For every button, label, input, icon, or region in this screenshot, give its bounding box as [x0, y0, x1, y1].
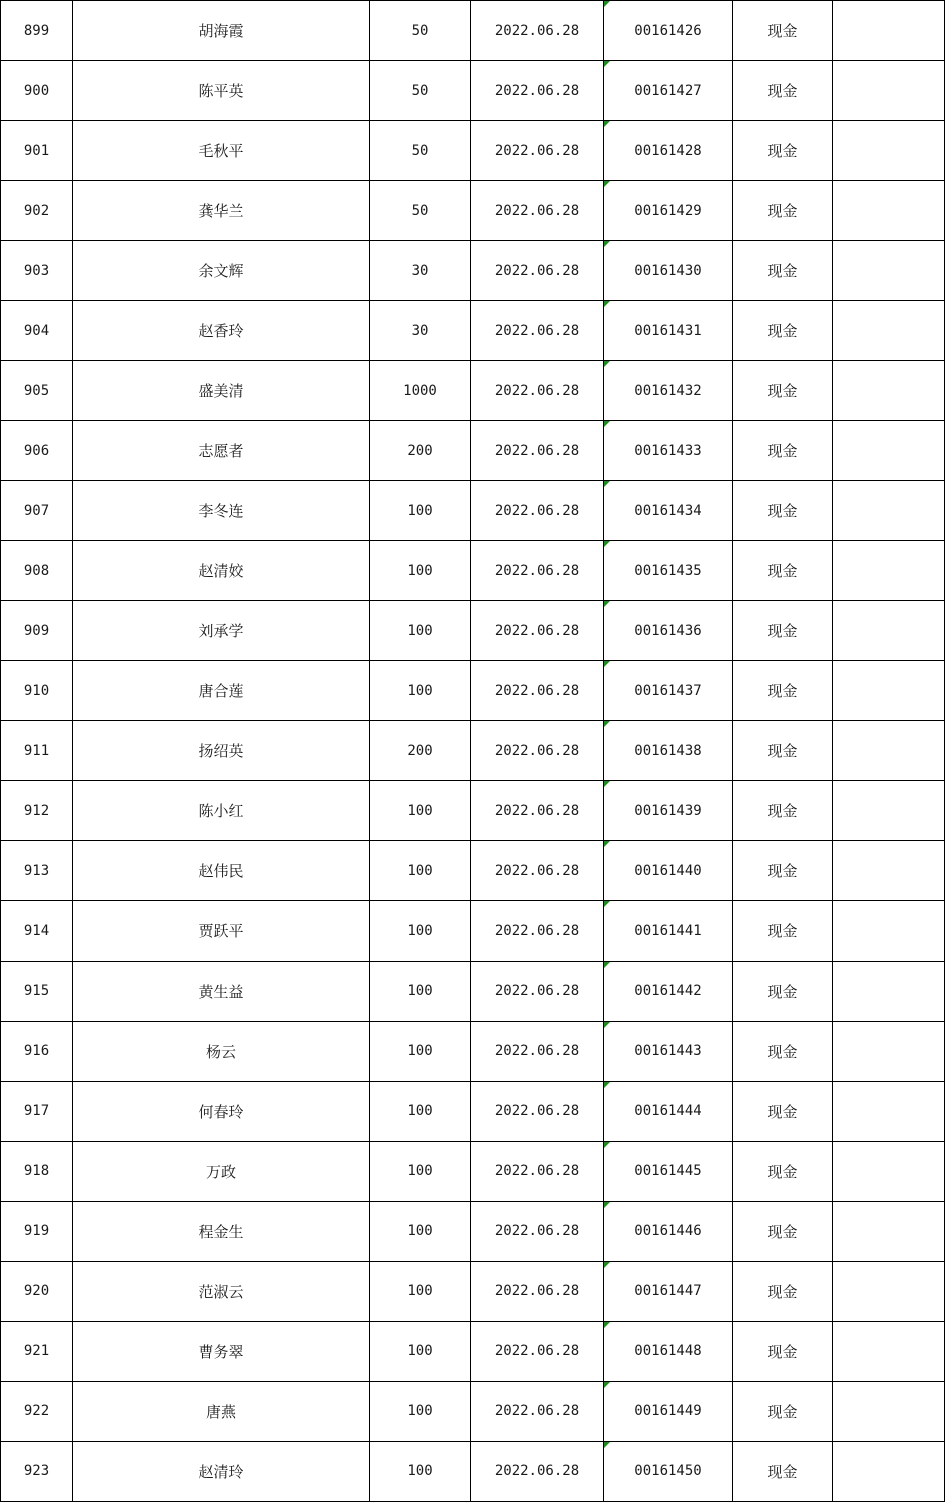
method-cell[interactable]: 现金: [733, 1441, 833, 1501]
receipt-cell[interactable]: 00161426: [604, 1, 733, 61]
note-cell[interactable]: [833, 1321, 945, 1381]
seq-cell[interactable]: 910: [1, 661, 73, 721]
amount-cell[interactable]: 50: [370, 1, 471, 61]
seq-cell[interactable]: 904: [1, 301, 73, 361]
date-cell[interactable]: 2022.06.28: [471, 1321, 604, 1381]
name-cell[interactable]: 刘承学: [73, 601, 370, 661]
table-row: [1, 601, 945, 661]
table-row: [1, 1, 945, 61]
receipt-cell[interactable]: 00161447: [604, 1261, 733, 1321]
receipt-cell[interactable]: 00161436: [604, 601, 733, 661]
table-row: [1, 241, 945, 301]
table-row: [1, 781, 945, 841]
receipt-cell[interactable]: 00161449: [604, 1381, 733, 1441]
table-row: [1, 1441, 945, 1501]
name-cell[interactable]: 程金生: [73, 1201, 370, 1261]
method-cell[interactable]: 现金: [733, 721, 833, 781]
receipt-cell[interactable]: 00161430: [604, 241, 733, 301]
amount-cell[interactable]: 50: [370, 181, 471, 241]
amount-cell[interactable]: 30: [370, 241, 471, 301]
seq-cell[interactable]: 899: [1, 1, 73, 61]
method-cell[interactable]: 现金: [733, 1021, 833, 1081]
name-cell[interactable]: 何春玲: [73, 1081, 370, 1141]
table-row: [1, 1381, 945, 1441]
date-cell[interactable]: 2022.06.28: [471, 841, 604, 901]
name-cell[interactable]: 唐合莲: [73, 661, 370, 721]
seq-cell[interactable]: 903: [1, 241, 73, 301]
name-cell[interactable]: 贾跃平: [73, 901, 370, 961]
receipt-cell[interactable]: 00161450: [604, 1441, 733, 1501]
name-cell[interactable]: 胡海霞: [73, 1, 370, 61]
note-cell[interactable]: [833, 601, 945, 661]
amount-cell[interactable]: 200: [370, 421, 471, 481]
amount-cell[interactable]: 100: [370, 961, 471, 1021]
seq-cell[interactable]: 913: [1, 841, 73, 901]
method-cell[interactable]: 现金: [733, 1261, 833, 1321]
receipt-cell[interactable]: 00161444: [604, 1081, 733, 1141]
method-cell[interactable]: 现金: [733, 541, 833, 601]
amount-cell[interactable]: 30: [370, 301, 471, 361]
note-cell[interactable]: [833, 1021, 945, 1081]
name-cell[interactable]: 杨云: [73, 1021, 370, 1081]
receipt-cell[interactable]: 00161440: [604, 841, 733, 901]
name-cell[interactable]: 余文辉: [73, 241, 370, 301]
date-cell[interactable]: 2022.06.28: [471, 1, 604, 61]
amount-cell[interactable]: 100: [370, 1321, 471, 1381]
seq-cell[interactable]: 914: [1, 901, 73, 961]
note-cell[interactable]: [833, 1141, 945, 1201]
name-cell[interactable]: 陈平英: [73, 61, 370, 121]
date-cell[interactable]: 2022.06.28: [471, 241, 604, 301]
name-cell[interactable]: 龚华兰: [73, 181, 370, 241]
amount-cell[interactable]: 100: [370, 601, 471, 661]
amount-cell[interactable]: 100: [370, 541, 471, 601]
seq-cell[interactable]: 905: [1, 361, 73, 421]
method-cell[interactable]: 现金: [733, 301, 833, 361]
name-cell[interactable]: 赵清姣: [73, 541, 370, 601]
note-cell[interactable]: [833, 421, 945, 481]
method-cell[interactable]: 现金: [733, 1321, 833, 1381]
amount-cell[interactable]: 1000: [370, 361, 471, 421]
method-cell[interactable]: 现金: [733, 1381, 833, 1441]
amount-cell[interactable]: 50: [370, 121, 471, 181]
method-cell[interactable]: 现金: [733, 361, 833, 421]
table-row: [1, 901, 945, 961]
amount-cell[interactable]: 100: [370, 1201, 471, 1261]
name-cell[interactable]: 赵清玲: [73, 1441, 370, 1501]
table-row: [1, 1141, 945, 1201]
table-row: [1, 421, 945, 481]
method-cell[interactable]: 现金: [733, 181, 833, 241]
date-cell[interactable]: 2022.06.28: [471, 481, 604, 541]
table-row: [1, 961, 945, 1021]
date-cell[interactable]: 2022.06.28: [471, 121, 604, 181]
note-cell[interactable]: [833, 481, 945, 541]
note-cell[interactable]: [833, 181, 945, 241]
amount-cell[interactable]: 100: [370, 661, 471, 721]
seq-cell[interactable]: 909: [1, 601, 73, 661]
name-cell[interactable]: 赵香玲: [73, 301, 370, 361]
amount-cell[interactable]: 100: [370, 781, 471, 841]
seq-cell[interactable]: 920: [1, 1261, 73, 1321]
seq-cell[interactable]: 918: [1, 1141, 73, 1201]
amount-cell[interactable]: 50: [370, 61, 471, 121]
note-cell[interactable]: [833, 541, 945, 601]
table-row: [1, 541, 945, 601]
method-cell[interactable]: 现金: [733, 241, 833, 301]
method-cell[interactable]: 现金: [733, 1, 833, 61]
note-cell[interactable]: [833, 361, 945, 421]
table-row: [1, 721, 945, 781]
method-cell[interactable]: 现金: [733, 661, 833, 721]
seq-cell[interactable]: 907: [1, 481, 73, 541]
note-cell[interactable]: [833, 961, 945, 1021]
amount-cell[interactable]: 100: [370, 1081, 471, 1141]
table-row: [1, 1081, 945, 1141]
seq-cell[interactable]: 923: [1, 1441, 73, 1501]
date-cell[interactable]: 2022.06.28: [471, 181, 604, 241]
table-row: [1, 301, 945, 361]
seq-cell[interactable]: 919: [1, 1201, 73, 1261]
table-row: [1, 481, 945, 541]
amount-cell[interactable]: 100: [370, 1441, 471, 1501]
receipt-cell[interactable]: 00161431: [604, 301, 733, 361]
seq-cell[interactable]: 921: [1, 1321, 73, 1381]
receipt-cell[interactable]: 00161429: [604, 181, 733, 241]
seq-cell[interactable]: 916: [1, 1021, 73, 1081]
amount-cell[interactable]: 100: [370, 901, 471, 961]
amount-cell[interactable]: 100: [370, 1141, 471, 1201]
method-cell[interactable]: 现金: [733, 61, 833, 121]
date-cell[interactable]: 2022.06.28: [471, 541, 604, 601]
seq-cell[interactable]: 901: [1, 121, 73, 181]
table-row: [1, 61, 945, 121]
date-cell[interactable]: 2022.06.28: [471, 1441, 604, 1501]
table-row: [1, 1321, 945, 1381]
amount-cell[interactable]: 200: [370, 721, 471, 781]
name-cell[interactable]: 黄生益: [73, 961, 370, 1021]
receipt-cell[interactable]: 00161443: [604, 1021, 733, 1081]
method-cell[interactable]: 现金: [733, 121, 833, 181]
name-cell[interactable]: 毛秋平: [73, 121, 370, 181]
receipt-cell[interactable]: 00161445: [604, 1141, 733, 1201]
note-cell[interactable]: [833, 121, 945, 181]
note-cell[interactable]: [833, 1381, 945, 1441]
date-cell[interactable]: 2022.06.28: [471, 1201, 604, 1261]
table-row: [1, 1201, 945, 1261]
date-cell[interactable]: 2022.06.28: [471, 1261, 604, 1321]
table-row: [1, 1021, 945, 1081]
seq-cell[interactable]: 922: [1, 1381, 73, 1441]
receipt-cell[interactable]: 00161432: [604, 361, 733, 421]
date-cell[interactable]: 2022.06.28: [471, 1381, 604, 1441]
table-row: [1, 181, 945, 241]
method-cell[interactable]: 现金: [733, 421, 833, 481]
method-cell[interactable]: 现金: [733, 601, 833, 661]
method-cell[interactable]: 现金: [733, 901, 833, 961]
method-cell[interactable]: 现金: [733, 481, 833, 541]
date-cell[interactable]: 2022.06.28: [471, 1081, 604, 1141]
table-row: [1, 361, 945, 421]
method-cell[interactable]: 现金: [733, 1201, 833, 1261]
receipt-cell[interactable]: 00161448: [604, 1321, 733, 1381]
receipt-cell[interactable]: 00161441: [604, 901, 733, 961]
amount-cell[interactable]: 100: [370, 1261, 471, 1321]
date-cell[interactable]: 2022.06.28: [471, 1021, 604, 1081]
note-cell[interactable]: [833, 301, 945, 361]
note-cell[interactable]: [833, 1261, 945, 1321]
note-cell[interactable]: [833, 901, 945, 961]
receipt-cell[interactable]: 00161437: [604, 661, 733, 721]
seq-cell[interactable]: 902: [1, 181, 73, 241]
receipt-cell[interactable]: 00161439: [604, 781, 733, 841]
date-cell[interactable]: 2022.06.28: [471, 661, 604, 721]
date-cell[interactable]: 2022.06.28: [471, 721, 604, 781]
table-row: [1, 1261, 945, 1321]
amount-cell[interactable]: 100: [370, 841, 471, 901]
amount-cell[interactable]: 100: [370, 1021, 471, 1081]
method-cell[interactable]: 现金: [733, 961, 833, 1021]
seq-cell[interactable]: 917: [1, 1081, 73, 1141]
method-cell[interactable]: 现金: [733, 1141, 833, 1201]
table-row: [1, 841, 945, 901]
name-cell[interactable]: 唐燕: [73, 1381, 370, 1441]
amount-cell[interactable]: 100: [370, 1381, 471, 1441]
receipt-cell[interactable]: 00161428: [604, 121, 733, 181]
note-cell[interactable]: [833, 781, 945, 841]
receipt-cell[interactable]: 00161433: [604, 421, 733, 481]
name-cell[interactable]: 万政: [73, 1141, 370, 1201]
note-cell[interactable]: [833, 61, 945, 121]
note-cell[interactable]: [833, 841, 945, 901]
method-cell[interactable]: 现金: [733, 781, 833, 841]
date-cell[interactable]: 2022.06.28: [471, 1141, 604, 1201]
date-cell[interactable]: 2022.06.28: [471, 901, 604, 961]
receipt-cell[interactable]: 00161427: [604, 61, 733, 121]
date-cell[interactable]: 2022.06.28: [471, 781, 604, 841]
note-cell[interactable]: [833, 1081, 945, 1141]
name-cell[interactable]: 陈小红: [73, 781, 370, 841]
name-cell[interactable]: 扬绍英: [73, 721, 370, 781]
table-row: [1, 661, 945, 721]
name-cell[interactable]: 盛美清: [73, 361, 370, 421]
name-cell[interactable]: 范淑云: [73, 1261, 370, 1321]
name-cell[interactable]: 李冬连: [73, 481, 370, 541]
note-cell[interactable]: [833, 241, 945, 301]
seq-cell[interactable]: 915: [1, 961, 73, 1021]
seq-cell[interactable]: 900: [1, 61, 73, 121]
seq-cell[interactable]: 912: [1, 781, 73, 841]
date-cell[interactable]: 2022.06.28: [471, 361, 604, 421]
receipt-cell[interactable]: 00161438: [604, 721, 733, 781]
seq-cell[interactable]: 906: [1, 421, 73, 481]
receipt-cell[interactable]: 00161434: [604, 481, 733, 541]
receipt-cell[interactable]: 00161446: [604, 1201, 733, 1261]
seq-cell[interactable]: 908: [1, 541, 73, 601]
method-cell[interactable]: 现金: [733, 841, 833, 901]
date-cell[interactable]: 2022.06.28: [471, 61, 604, 121]
name-cell[interactable]: 曹务翠: [73, 1321, 370, 1381]
note-cell[interactable]: [833, 1201, 945, 1261]
receipt-cell[interactable]: 00161435: [604, 541, 733, 601]
seq-cell[interactable]: 911: [1, 721, 73, 781]
date-cell[interactable]: 2022.06.28: [471, 961, 604, 1021]
note-cell[interactable]: [833, 1441, 945, 1501]
method-cell[interactable]: 现金: [733, 1081, 833, 1141]
date-cell[interactable]: 2022.06.28: [471, 421, 604, 481]
note-cell[interactable]: [833, 1, 945, 61]
name-cell[interactable]: 赵伟民: [73, 841, 370, 901]
date-cell[interactable]: 2022.06.28: [471, 601, 604, 661]
name-cell[interactable]: 志愿者: [73, 421, 370, 481]
date-cell[interactable]: 2022.06.28: [471, 301, 604, 361]
note-cell[interactable]: [833, 721, 945, 781]
amount-cell[interactable]: 100: [370, 481, 471, 541]
table-body: [1, 1, 945, 1502]
receipt-cell[interactable]: 00161442: [604, 961, 733, 1021]
note-cell[interactable]: [833, 661, 945, 721]
table-row: [1, 121, 945, 181]
